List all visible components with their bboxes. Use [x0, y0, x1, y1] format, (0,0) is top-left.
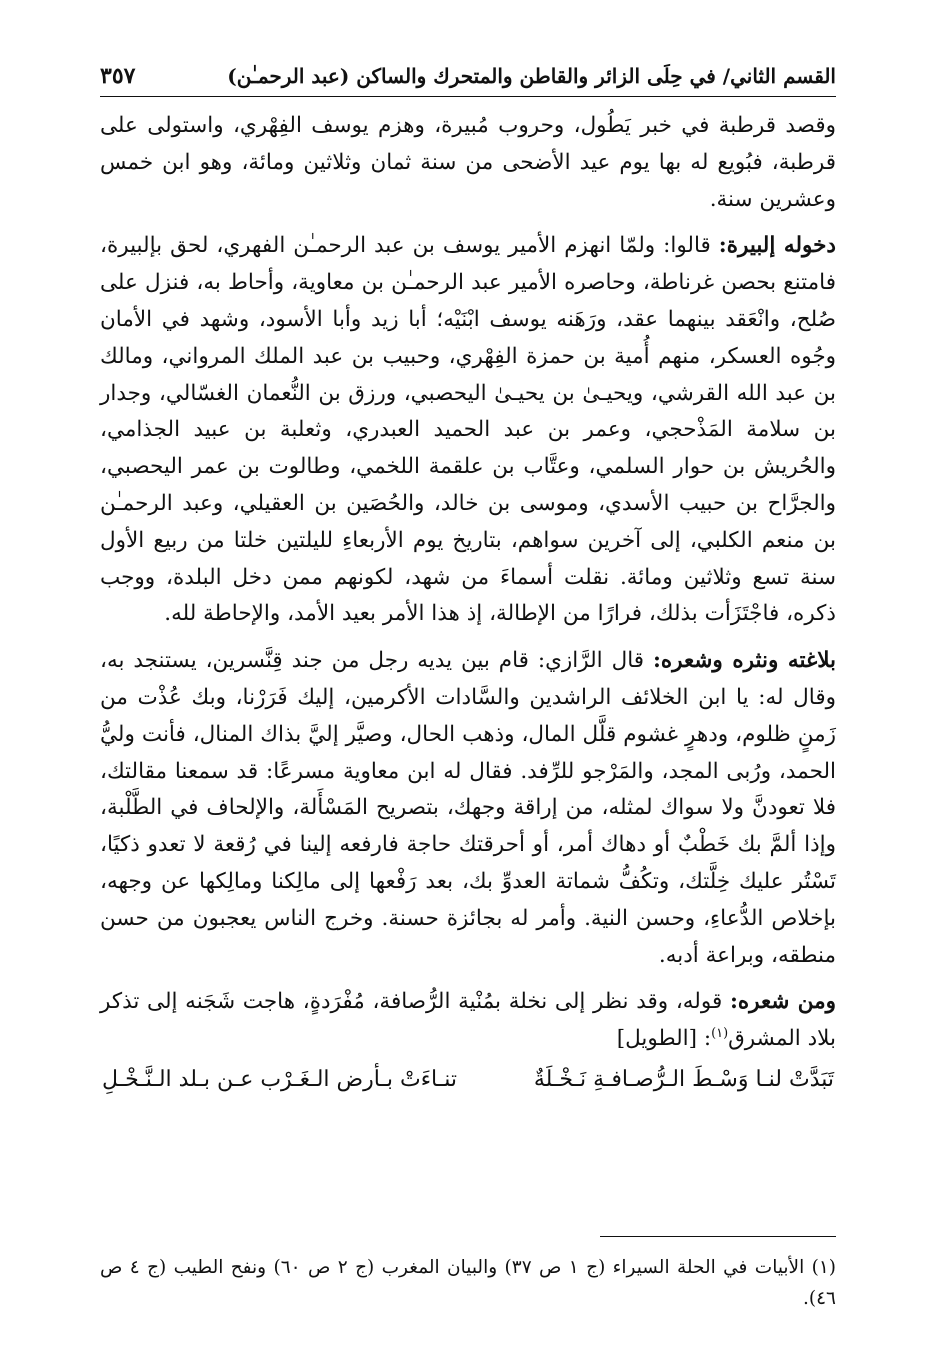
- verse-second-hemistich: تنـاءَتْ بـأرض الـغَـرْب عـن بـلد الـنَّـخْـلِ: [102, 1066, 457, 1092]
- paragraph-poetry: [100, 984, 836, 1058]
- footnote-marker[interactable]: (١): [711, 1025, 729, 1041]
- paragraph-intro: [100, 108, 836, 218]
- meter-label: : [الطويل]: [616, 1026, 712, 1052]
- page-number: ٣٥٧: [100, 63, 136, 89]
- section-heading: دخوله إلبيرة:: [718, 233, 836, 259]
- paragraph-ilbira: [100, 228, 836, 633]
- verse-first-hemistich: تَبَدَّتْ لنـا وَسْـطَ الـرُّصـافـةِ نَـخْـلَةٌ: [533, 1066, 834, 1092]
- footnote: [100, 1252, 836, 1314]
- section-heading: بلاغته ونثره وشعره:: [652, 648, 837, 674]
- paragraph-text: قالوا: ولمّا انهزم الأمير يوسف بن عبد الرحمـٰن الفهري، لحق بإلبيرة، فامتنع بحصن غرناطة، وحاصره الأمير عبد الرحمـٰن بن معاوية، وأحاط به، فنزل على صُلح، وانْعَقد بينهما عقد، ورَهَنه يوسف ابْنَيْه؛ أبا زيد وأبا الأسود، وشهد في الأمان وجُوه العسكر، منهم أُمية بن حمزة الفِهْري، وحبيب بن عبد الملك المرواني، ومالك بن عبد الله القرشي، ويحيـىٰ بن يحيـىٰ اليحصبي، ورزق بن النُّعمان الغسّالي، وجدار بن سلامة المَذْحجي، وعمر بن عبد الحميد العبدري، وثعلبة بن عبيد الجذامي، والحُريش بن حوار السلمي، وعتَّاب بن علقمة اللخمي، وطالوت بن عمر اليحصبي، والجرَّاح بن حبيب الأسدي، وموسى بن خالد، والحُصَين بن العقيلي، وعبد الرحمـٰن بن منعم الكلبي، إلى آخرين سواهم، بتاريخ يوم الأربعاءِ لليلتين خلتا من ربيع الأول سنة تسع وثلاثين ومائة. نقلت أسماءَ من شهد، لكونهم ممن دخل البلدة، ووجب ذكره، فاجْتَزَأت بذلك، فرارًا من الإطالة، إذ هذا الأمر بعيد الأمد، والإحاطة لله.: [100, 233, 836, 627]
- running-title: القسم الثاني/ في حِلَى الزائر والقاطن والمتحرك والساكن (عبد الرحمـٰن): [227, 64, 836, 88]
- main-text: [100, 108, 836, 1099]
- poem-verse: [100, 1062, 836, 1099]
- running-header: [100, 56, 836, 97]
- section-heading: ومن شعره:: [729, 989, 837, 1015]
- paragraph-eloquence: [100, 643, 836, 974]
- paragraph-text: قال الرَّازي: قام بين يديه رجل من جند قِنَّسرين، يستنجد به، وقال له: يا ابن الخلائف الراشدين والسَّادات الأكرمين، إليك فَرَرْنا، وبك عُذْت من زَمنٍ ظلوم، ودهرٍ غشوم قلَّل المال، وذهب الحال، وصيَّر إليَّ بذاك المنال، فأنت وليُّ الحمد، ورُبى المجد، والمَرْجو للرِّفد. فقال له ابن معاوية مسرعًا: قد سمعنا مقالتك، فلا تعودنَّ ولا سواك لمثله، من إراقة وجهك، بتصريح المَسْأَلة، والإلحاف في الطَّلْبة، وإذا ألمَّ بك خَطْبٌ أو دهاك أمر، أو أحرقتك حاجة فارفعه إلينا في رُقعة لا تعدو ذكيًا، تَسْتُر عليك خِلَّتك، وتكُفُّ شماتة العدوِّ بك، بعد رَفْعها إلى مالِكنا ومالِكها عن وجهه، بإخلاص الدُّعاءِ، وحسن النية. وأمر له بجائزة حسنة. وخرج الناس يعجبون من حسن منطقه، وبراعة أدبه.: [100, 648, 836, 968]
- footnote-separator: [600, 1236, 836, 1237]
- paragraph-text: وقصد قرطبة في خبر يَطُول، وحروب مُبيرة، وهزم يوسف الفِهْري، واستولى على قرطبة، فبُويع له بها يوم عيد الأضحى من سنة ثمان وثلاثين ومائة، وهو ابن خمس وعشرين سنة.: [100, 113, 836, 212]
- paragraph-text: قوله، وقد نظر إلى نخلة بمُنْية الرُّصافة، مُفْرَدةٍ، هاجت شَجَنه إلى تذكر بلاد المشرق: [100, 989, 836, 1052]
- footnote-text: (١) الأبيات في الحلة السيراء (ج ١ ص ٣٧) والبيان المغرب (ج ٢ ص ٦٠) ونفح الطيب (ج ٤ ص ٤٦).: [100, 1257, 837, 1309]
